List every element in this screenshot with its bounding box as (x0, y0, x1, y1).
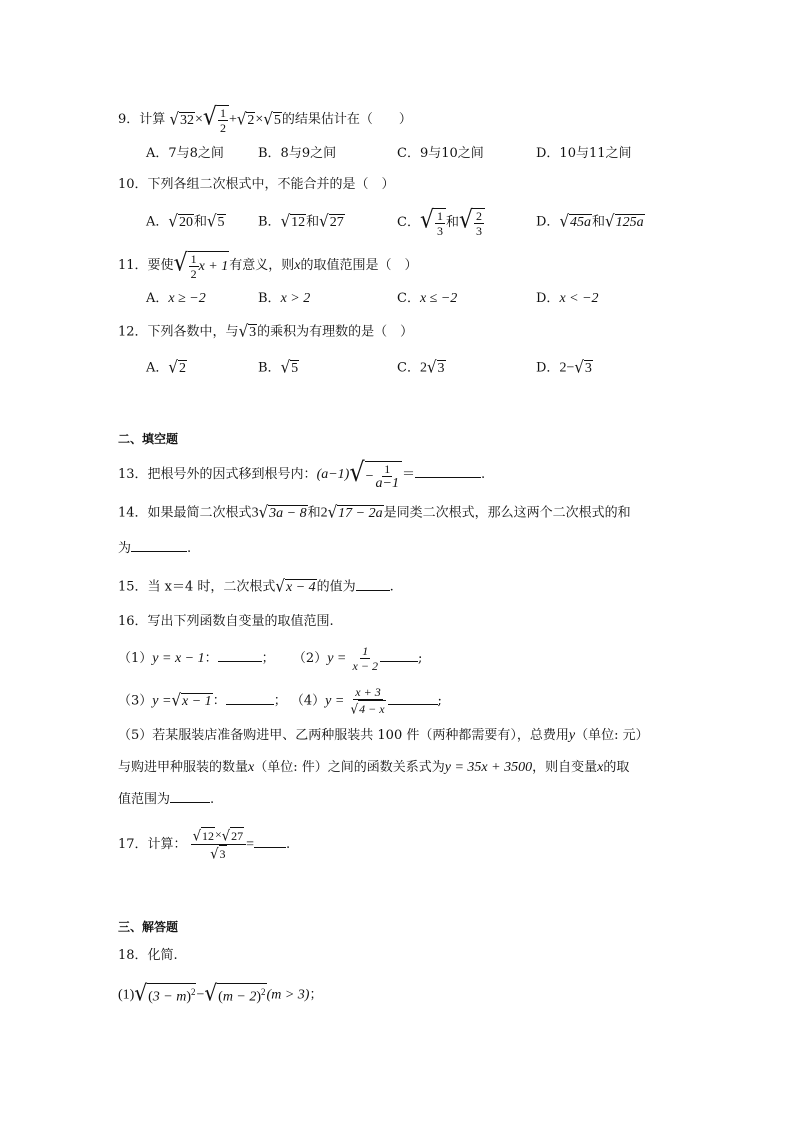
section-fill-in-blanks-heading: 二、填空题 (118, 432, 179, 446)
q14-line: 14．如果最简二次根式3√3a − 8和2√17 − 2a是同类二次根式，那么这两个二次根式的和 (118, 502, 631, 522)
sqrt-32: √32 (169, 108, 194, 129)
q11-option-a: A．x ≥ −2 (146, 291, 206, 306)
q16-p5-blank[interactable] (170, 790, 210, 803)
q16-part-3-4: （3）y =√x − 1： ； （4）y = $\frac{x + 3}{√4 - x}$ ; (118, 685, 442, 717)
sqrt-2: √2 (236, 108, 255, 129)
q15-answer-blank[interactable] (356, 578, 390, 591)
q16-part-5-line-2: 与购进甲种服装的数量x（单位: 件）之间的函数关系式为y = 35x + 3500，则自变量x的取 (118, 760, 630, 775)
q9-option-a: A．7与8之间 (146, 146, 224, 161)
q12-option-c: C．2√3 (397, 357, 445, 377)
q9-option-d: D．10与11之间 (536, 146, 632, 161)
sqrt-5: √5 (263, 108, 281, 129)
q10-line (118, 175, 395, 195)
q10-option-b: B．√12和√27 (258, 211, 344, 231)
q10-number: 10． (118, 177, 148, 192)
q16-p3-blank[interactable] (226, 692, 274, 705)
q10-text: 下列各组二次根式中，不能合并的是（ ） (147, 177, 395, 192)
q9-option-c: C．9与10之间 (397, 146, 484, 161)
q13-answer-blank[interactable] (415, 465, 481, 478)
q13-sqrt: √− $\frac{1}{a-1}$ (349, 452, 402, 497)
q16-part-5-line-1: （5）若某服装店准备购进甲、乙两种服装共 100 件（两种都需要有），总费用y（单位: 元） (118, 728, 649, 743)
times-sign: × (195, 112, 203, 127)
section-solve-heading: 三、解答题 (118, 920, 179, 934)
q12-option-d: D．2−√3 (536, 357, 592, 377)
q11-option-b: B．x > 2 (258, 291, 311, 306)
q12-line: 12．下列各数中，与√3的乘积为有理数的是（ ） (118, 321, 414, 341)
q10-option-c: C．√ $\frac{1}{3}$ 和√ $\frac{2}{3}$ (397, 202, 485, 243)
q16-p4-blank[interactable] (388, 692, 438, 705)
q18-line: 18．化简. (118, 948, 178, 963)
q9-prefix: 计算 (139, 112, 166, 127)
q17-line: 17．计算： $\frac{√12\times√27}{√3}$ = . (118, 827, 291, 863)
q16-part-1-2: （1）y = x − 1： ； （2）y = $\frac{1}{x - 2}$ ; (118, 644, 423, 673)
q9-number: 9． (118, 112, 140, 127)
q18-part-1: $(1)√(3 - m)^2-√(m - 2)^2(m > 3)$； (118, 979, 323, 1007)
q12-option-b: B．√5 (258, 357, 299, 377)
times-sign: × (255, 112, 264, 127)
q9-option-b: B．8与9之间 (258, 146, 337, 161)
q10-option-a: A．√20和√5 (146, 211, 225, 231)
q16-line: 16．写出下列函数自变量的取值范围. (118, 614, 334, 629)
plus-sign: + (228, 112, 237, 127)
q9-line (118, 103, 412, 135)
q16-part-5-line-3: 值范围为 . (118, 792, 215, 807)
q16-p1-blank[interactable] (218, 649, 262, 662)
q11-option-d: D．x < −2 (536, 291, 599, 306)
q15-line: 15．当 x＝4 时，二次根式√x − 4的值为 . (118, 576, 394, 596)
q11-sqrt: √ $\frac{1}{2}$ x + 1 (173, 249, 229, 281)
sqrt-half: √ $\frac{1}{2}$ (203, 104, 229, 135)
q10-option-d: D．√45a和√125a (536, 211, 644, 231)
q11-line: 11．要使√ $\frac{1}{2}$ x + 1有意义，则x的取值范围是（ ） (118, 246, 418, 285)
q14-line-2: 为 . (118, 541, 192, 556)
q14-answer-blank[interactable] (131, 539, 187, 552)
q13-line: 13．把根号外的因式移到根号内：(a−1)√− $\frac{1}{a-1}$ ＝ . (118, 452, 485, 497)
q12-option-a: A．√2 (146, 357, 186, 377)
q11-option-c: C．x ≤ −2 (397, 291, 458, 306)
q17-fraction: $\frac{√12\times√27}{√3}$ (191, 827, 246, 862)
q17-answer-blank[interactable] (254, 835, 286, 848)
q16-p2-blank[interactable] (380, 649, 418, 662)
q9-suffix: 的结果估计在（ ） (281, 112, 412, 127)
